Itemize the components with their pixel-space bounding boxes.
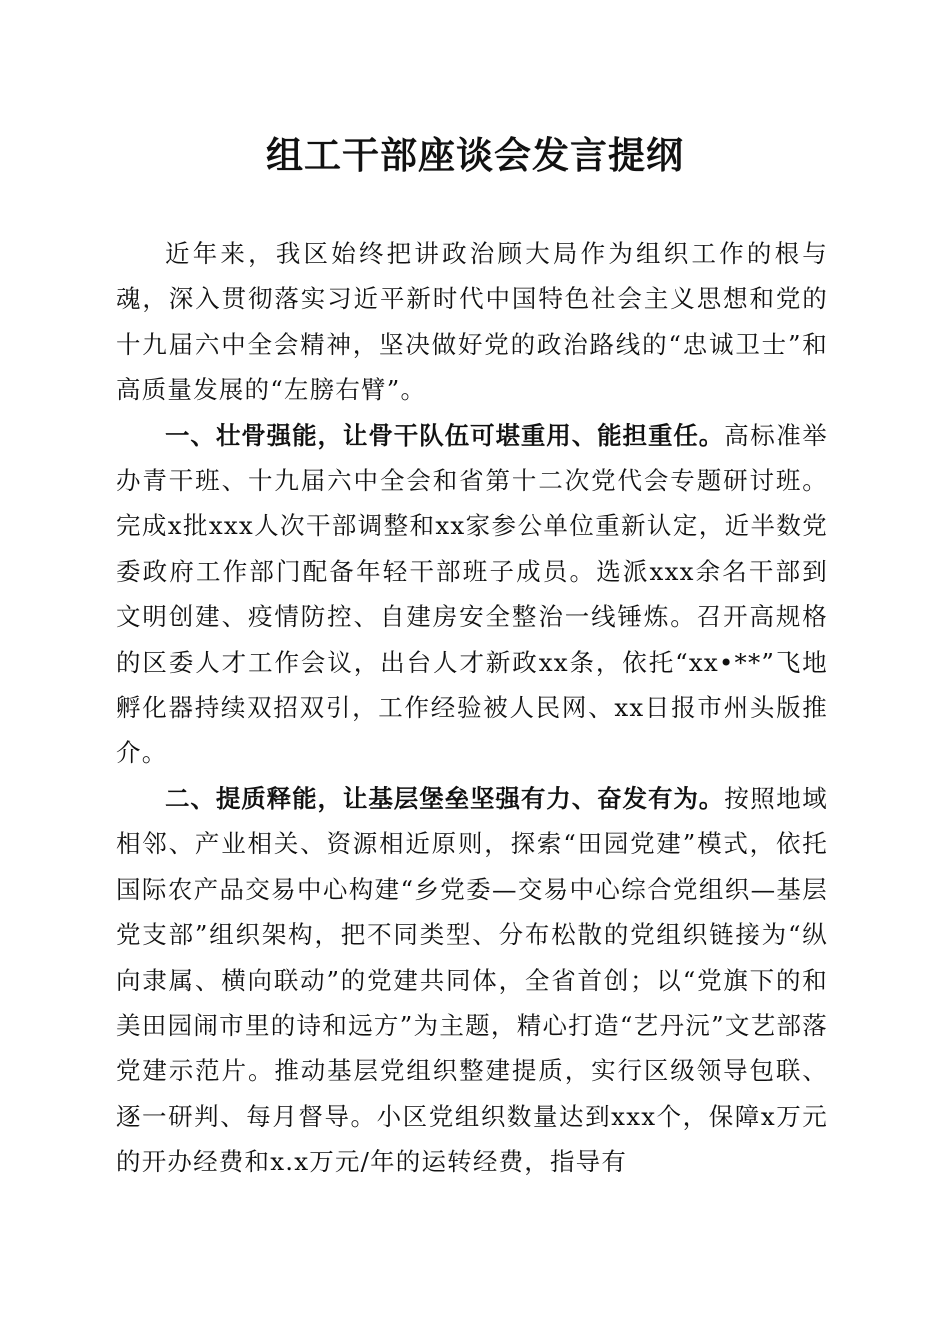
section-heading-2: 二、提质释能，让基层堡垒坚强有力、奋发有为。 xyxy=(165,783,725,813)
document-title: 组工干部座谈会发言提纲 xyxy=(266,133,684,177)
section-body-1: 高标准举办青干班、十九届六中全会和省第十二次党代会专题研讨班。完成x批xxx人次干部调整和xx家参公单位重新认定，近半数党委政府工作部门配备年轻干部班子成员。选派xxx余名干部到文明创建、疫情防控、自建房安全整治一线锤炼。召开高规格的区委人才工作会议，出台人才新政xx条，依托“xx•**”飞地孵化器持续双招双引，工作经验被人民网、xx日报市州头版推介。 xyxy=(116,420,828,768)
document-body xyxy=(116,231,828,1185)
intro-paragraph: 近年来，我区始终把讲政治顾大局作为组织工作的根与魂，深入贯彻落实习近平新时代中国特色社会主义思想和党的十九届六中全会精神，坚决做好党的政治路线的“忠诚卫士”和高质量发展的“左膀右臂”。 xyxy=(116,239,828,405)
section-heading-1: 一、壮骨强能，让骨干队伍可堪重用、能担重任。 xyxy=(165,420,725,450)
section-paragraph-2 xyxy=(116,776,828,1185)
section-paragraph-1 xyxy=(116,413,828,776)
section-body-2: 按照地域相邻、产业相关、资源相近原则，探索“田园党建”模式，依托国际农产品交易中心构建“乡党委—交易中心综合党组织—基层党支部”组织架构，把不同类型、分布松散的党组织链接为“纵向隶属、横向联动”的党建共同体，全省首创；以“党旗下的和美田园闹市里的诗和远方”为主题，精心打造“艺丹沅”文艺部落党建示范片。推动基层党组织整建提质，实行区级领导包联、逐一研判、每月督导。小区党组织数量达到xxx个，保障x万元的开办经费和x.x万元/年的运转经费，指导有 xyxy=(116,783,828,1177)
